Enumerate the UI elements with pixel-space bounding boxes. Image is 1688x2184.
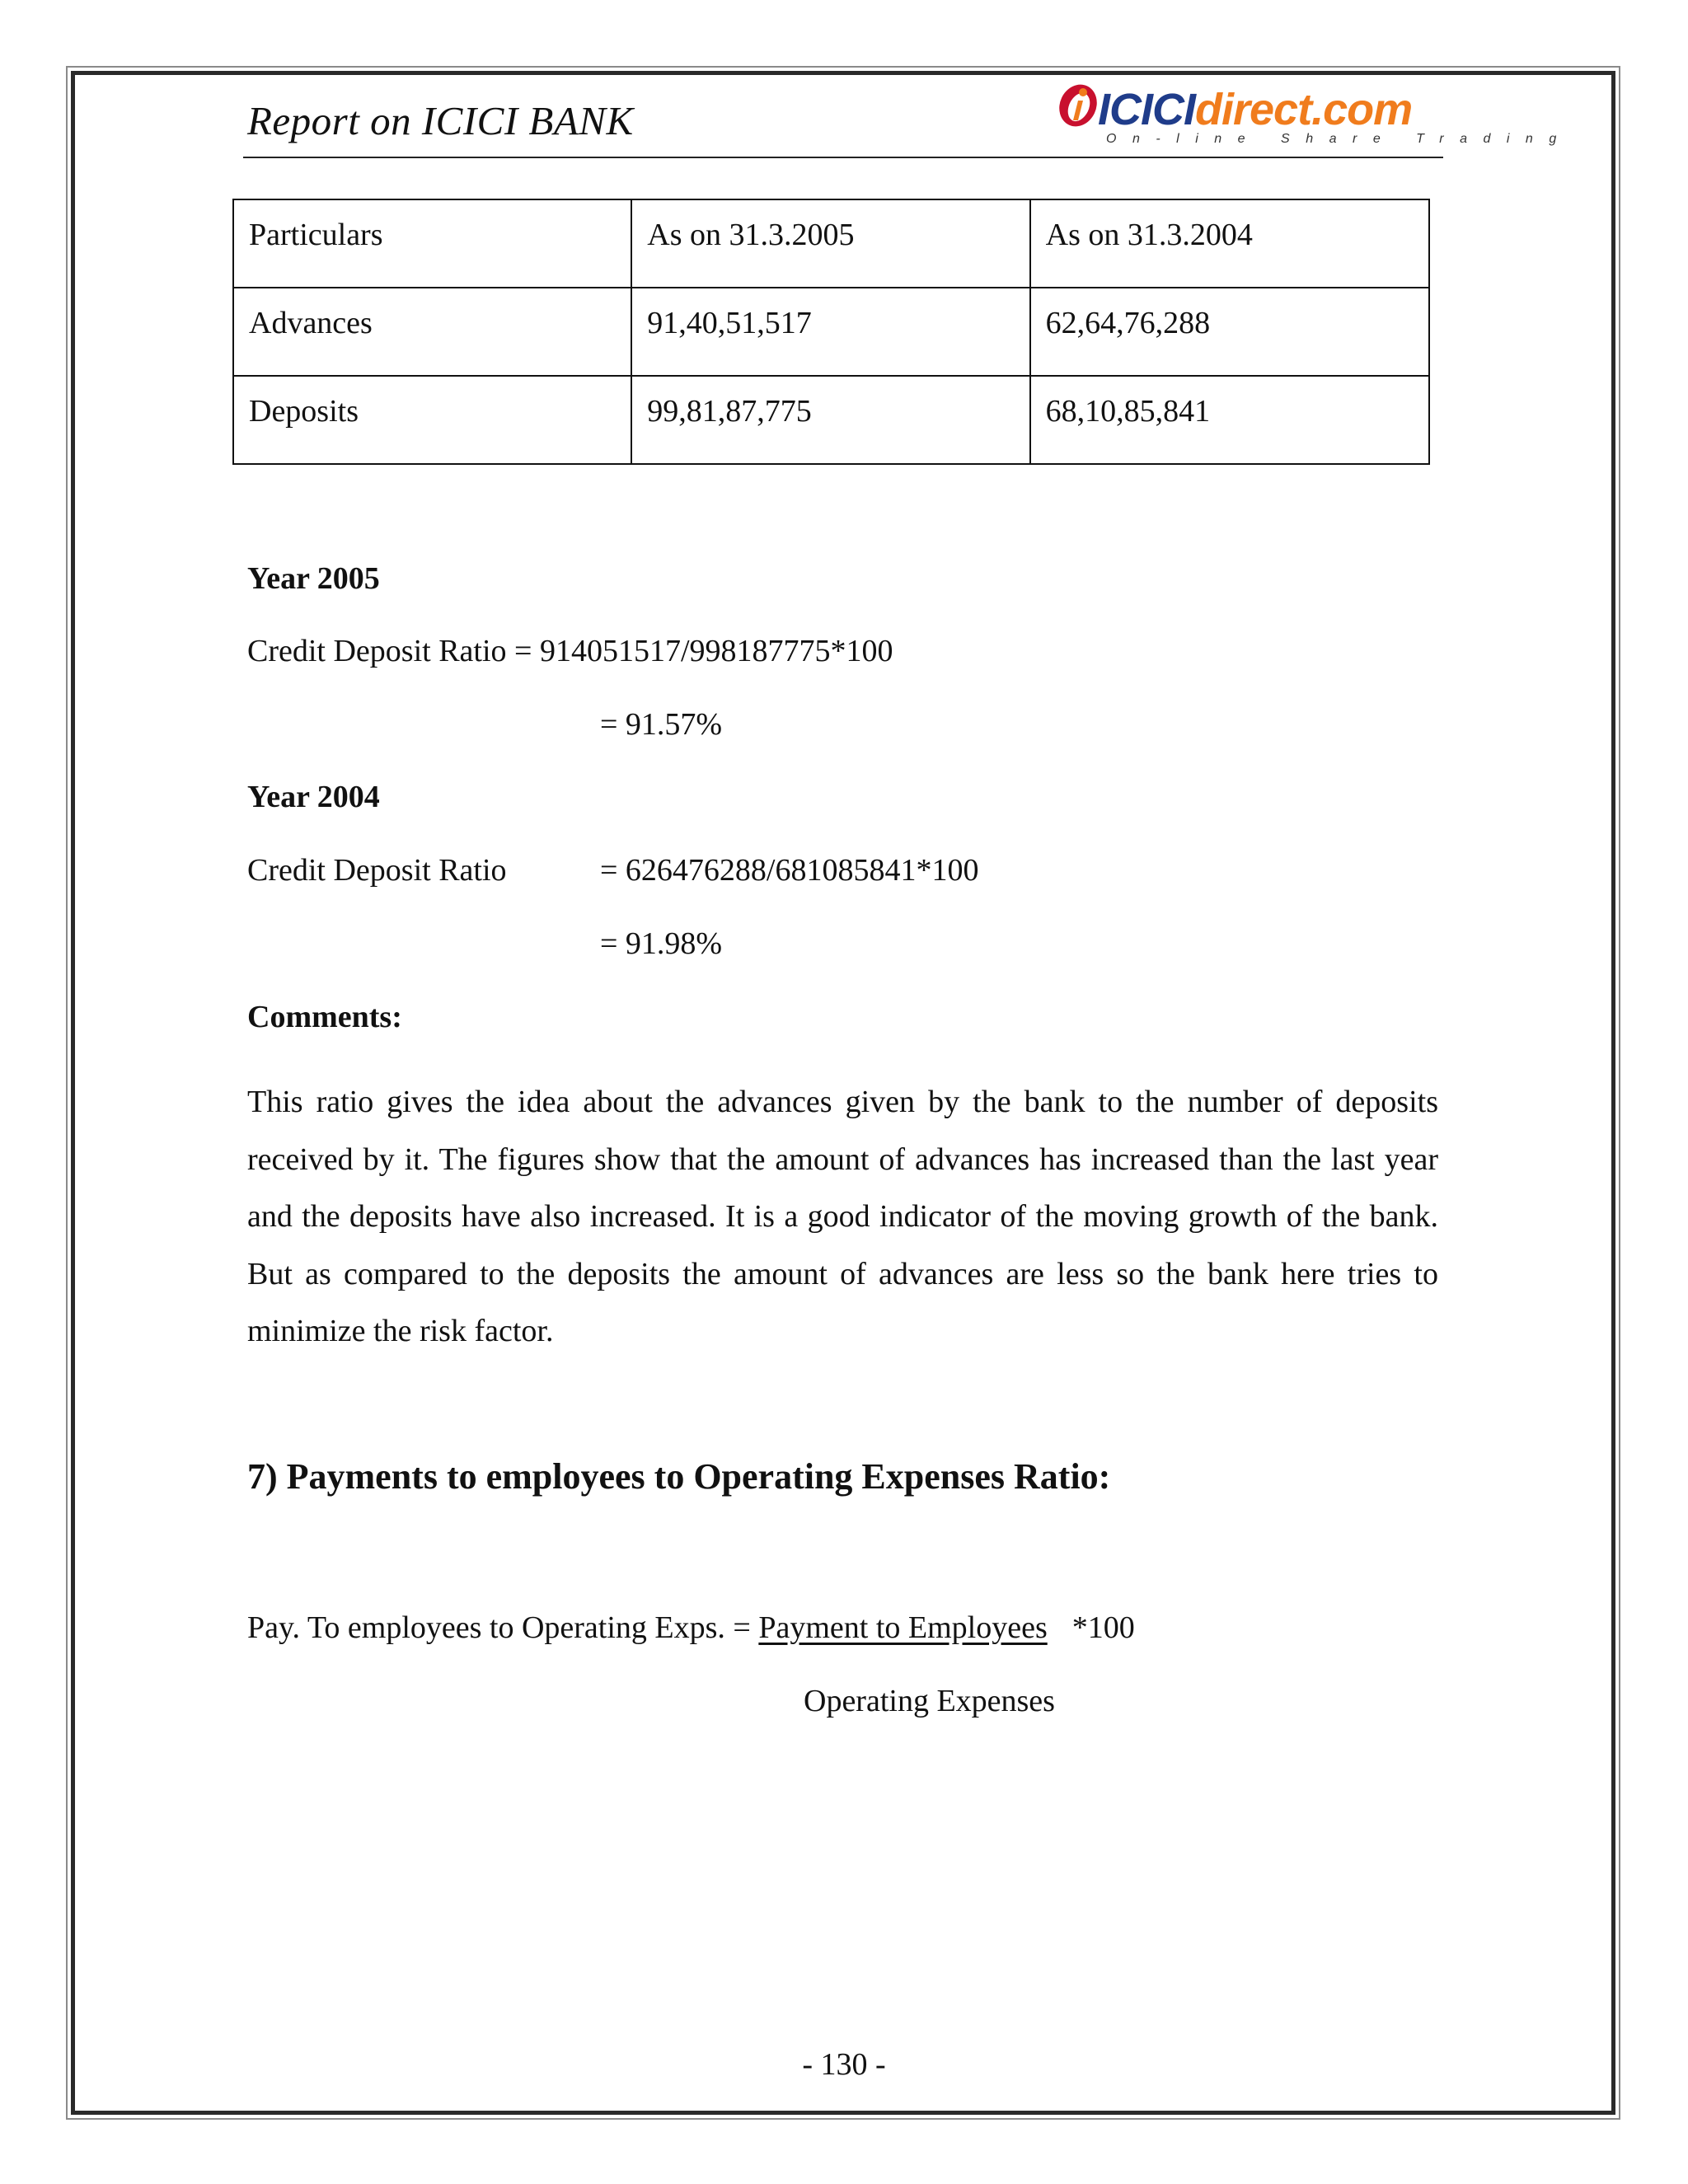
table-header-cell: As on 31.3.2004 [1030,199,1429,288]
comments-paragraph: This ratio gives the idea about the advances given by the bank to the number of deposits received by it. The figures show that the amount of advances has increased than the last year and the deposits have also increased. It is a good indicator of the moving growth of the bank. But as compared to the deposits the amount of advances are less so the bank here tries to minimize the risk factor. [247,1085,1438,1348]
formula-numerator: Payment to Employees [758,1610,1048,1645]
table-cell: 91,40,51,517 [631,288,1029,376]
balance-table [232,199,1430,465]
page-number: - 130 - [802,2047,886,2082]
table-cell: 99,81,87,775 [631,376,1029,464]
icici-direct-logo [1048,73,1573,155]
table-cell: Advances [233,288,631,376]
comments-heading: Comments: [247,1000,402,1034]
year-2004-label: Credit Deposit Ratio [247,853,507,888]
logo-brand-direct: direct.com [1195,85,1413,134]
section-7-heading: 7) Payments to employees to Operating Expenses Ratio: [247,1456,1111,1497]
table-row [233,376,1429,464]
formula-denominator: Operating Expenses [804,1684,1055,1718]
year-2005-formula: Credit Deposit Ratio = 914051517/998187775*100 [247,634,893,668]
year-2004-result: = 91.98% [600,926,723,961]
year-2004-heading: Year 2004 [247,780,380,814]
year-2005-heading: Year 2005 [247,561,380,596]
table-cell: 68,10,85,841 [1030,376,1429,464]
logo-tagline: On-line Share Trading [1106,132,1573,146]
logo-wordmark [1098,84,1412,135]
header-divider [243,157,1443,158]
table-row [233,288,1429,376]
formula-label: Pay. To employees to Operating Exps. = [247,1610,751,1645]
year-2005-result: = 91.57% [600,707,723,742]
table-header-row [233,199,1429,288]
year-2004-formula: = 626476288/681085841*100 [600,853,979,888]
table-header-cell: Particulars [233,199,631,288]
table-cell: 62,64,76,288 [1030,288,1429,376]
table-header-cell: As on 31.3.2005 [631,199,1029,288]
icici-i-logo-icon [1053,79,1103,129]
table-cell: Deposits [233,376,631,464]
report-title: Report on ICICI BANK [247,98,634,143]
section-7-formula [247,1610,1135,1646]
logo-brand-icici: ICICI [1098,85,1196,134]
formula-multiplier: *100 [1071,1610,1135,1645]
